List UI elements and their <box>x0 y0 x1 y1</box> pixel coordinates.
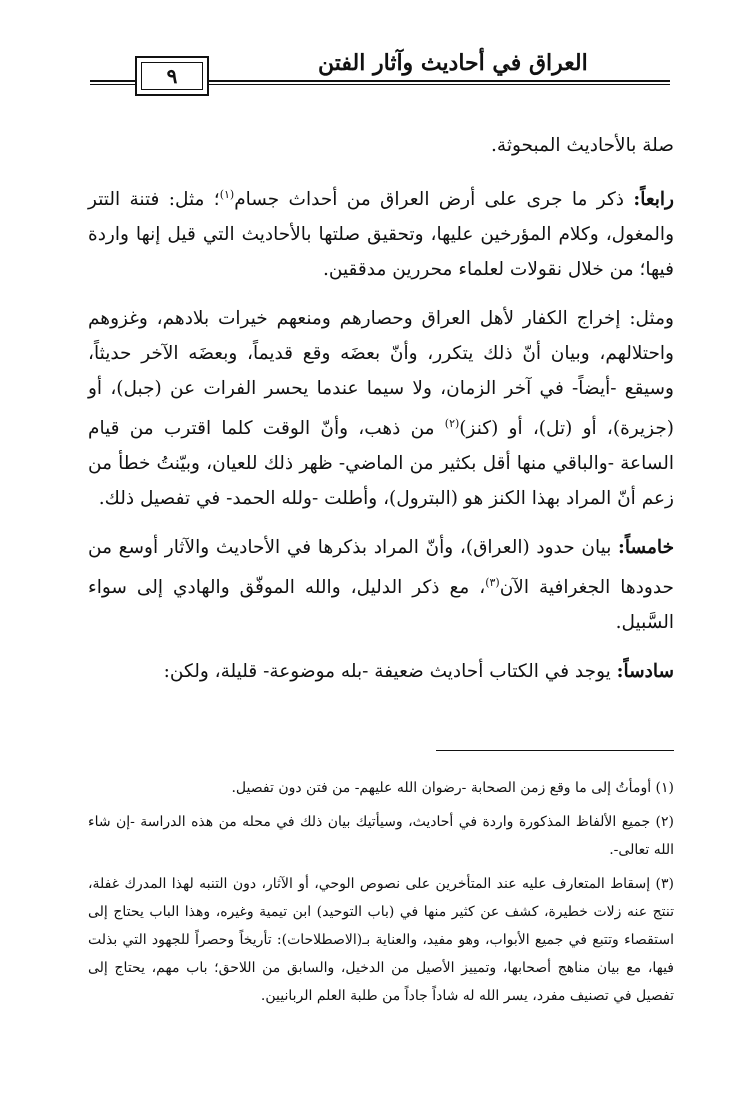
footnote-3: (٣) إسقاط المتعارف عليه عند المتأخرين على نصوص الوحي، أو الآثار، دون التنبه لهذا المدرك غفلة، تنتج عنه زلات خطيرة، كشف عن كثير منها في (باب التوحيد) ابن تيمية وغيره، وهذا الباب يحتاج إلى استقصاء وتتبع في جميع الأبواب، وهو مفيد، والعناية بـ(الاصطلاحات): تأريخاً وحصراً للجهود التي بذلت فيها، مع بيان مناهج أصحابها، وتمييز الأصيل من الدخيل، والسابق من اللاحق؛ باب مهم، يحتاج إلى تفصيل في تصنيف مفرد، يسر الله له شاداً جاداً من طلبة العلم الربانيين. <box>88 876 674 1004</box>
section-lead: سادساً: <box>616 661 674 683</box>
footnote-separator <box>436 750 674 751</box>
paragraph-2 <box>88 301 674 516</box>
paragraph-1 <box>88 177 674 287</box>
paragraph-text: من ذهب، وأنّ الوقت كلما اقترب من قيام الساعة -والباقي منها أقل بكثير من الماضي- ظهر ذلك للعيان، وبيّنتُ خطأ من زعم أنّ المراد بهذا الكنز هو (البترول)، وأطلت -ولله الحمد- في تفصيل ذلك. <box>88 418 674 510</box>
paragraph-text: ، مع ذكر الدليل، والله الموفّق والهادي إلى سواء السَّبيل. <box>88 577 674 634</box>
paragraph-3 <box>88 530 674 640</box>
paragraph-4 <box>88 654 674 689</box>
header-rule-left-thin <box>90 84 135 85</box>
book-title: العراق في أحاديث وآثار الفتن <box>310 50 596 76</box>
paragraph-text: ؛ مثل: فتنة التتر والمغول، وكلام المؤرخين عليها، وتحقيق صلتها بالأحاديث التي قيل إنها واردة فيها؛ من خلال نقولات لعلماء محررين مدققين. <box>88 189 674 281</box>
page-number-box <box>135 56 209 96</box>
header-rule-thin <box>208 84 670 85</box>
paragraph-text: صلة بالأحاديث المبحوثة. <box>491 135 674 156</box>
paragraph-text: بيان حدود (العراق)، وأنّ المراد بذكرها في الأحاديث والآثار أوسع من حدودها الجغرافية الآن <box>88 537 674 599</box>
header-rule <box>208 80 670 82</box>
page-number: ٩ <box>141 62 203 90</box>
footnote-ref[interactable]: (٢) <box>444 417 460 431</box>
footnote-ref[interactable]: (٣) <box>485 576 500 590</box>
header-rule-left <box>90 80 135 82</box>
main-text <box>88 128 674 703</box>
paragraph-text: ومثل: إخراج الكفار لأهل العراق وحصارهم ومنعهم خيرات بلادهم، وغزوهم واحتلالهم، وبيان أنّ ذلك يتكرر، وأنّ بعضَه وقع قديماً، وبعضَه الآخر حديثاً، وسيقع -أيضاً- في آخر الزمان، ولا سيما عندما يحسر الفرات عن (جبل)، أو (جزيرة)، أو (تل)، أو (كنز) <box>88 308 674 440</box>
section-lead: خامساً: <box>618 537 674 559</box>
page-header <box>90 50 670 100</box>
footnote-1: (١) أومأتُ إلى ما وقع زمن الصحابة -رضوان الله عليهم- من فتن دون تفصيل. <box>231 780 674 796</box>
paragraph-text: يوجد في الكتاب أحاديث ضعيفة -بله موضوعة- قليلة، ولكن: <box>163 661 617 683</box>
paragraph-text: ذكر ما جرى على أرض العراق من أحداث جسام <box>234 189 634 211</box>
paragraph-0 <box>88 128 674 163</box>
footnote-2: (٢) جميع الألفاظ المذكورة واردة في أحاديث، وسيأتيك بيان ذلك في محله من هذه الدراسة -إن شاء الله تعالى-. <box>88 814 674 858</box>
section-lead: رابعاً: <box>633 189 674 211</box>
footnote-ref[interactable]: (١) <box>219 188 235 201</box>
footnotes <box>88 774 674 1016</box>
